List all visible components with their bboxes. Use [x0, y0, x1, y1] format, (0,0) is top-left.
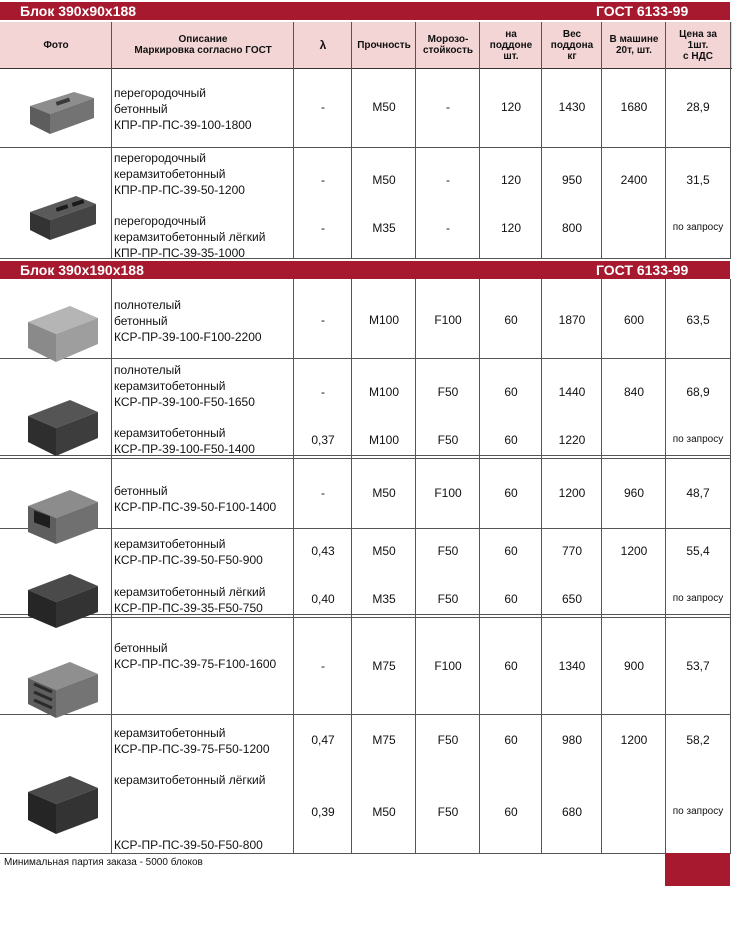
- cell-pallet: 60: [504, 592, 518, 606]
- cell-truck: 960: [623, 486, 645, 500]
- cell-truck: 1200: [620, 733, 648, 747]
- cell-frost: F100: [434, 486, 462, 500]
- cell-frost: -: [446, 221, 450, 235]
- row-description: бетонный КСР-ПР-ПС-39-50-F100-1400: [114, 484, 277, 514]
- header-frost: Морозо- стойкость: [422, 34, 474, 56]
- cell-truck: 1680: [620, 100, 648, 114]
- cell-strength: М50: [372, 486, 396, 500]
- cell-pallet: 60: [504, 385, 518, 399]
- cell-frost: -: [446, 100, 450, 114]
- cell-price: по запросу: [672, 806, 724, 817]
- block-slotted-image: [22, 654, 106, 722]
- section-gost: ГОСТ 6133-99: [596, 3, 689, 19]
- cell-strength: М100: [368, 313, 400, 327]
- cell-price: по запросу: [672, 434, 724, 445]
- cell-frost: F50: [437, 385, 459, 399]
- header-pallet: на поддоне шт.: [489, 28, 533, 62]
- cell-price: 58,2: [686, 733, 710, 747]
- section-gost: ГОСТ 6133-99: [596, 262, 689, 278]
- cell-frost: F50: [437, 805, 459, 819]
- cell-pallet: 60: [504, 805, 518, 819]
- cell-weight: 1430: [558, 100, 586, 114]
- cell-lambda: -: [321, 221, 325, 235]
- cell-price: 55,4: [686, 544, 710, 558]
- cell-weight: 650: [561, 592, 583, 606]
- section-title: Блок 390х190х188: [20, 262, 144, 278]
- section-band: [0, 261, 730, 279]
- cell-pallet: 120: [500, 100, 522, 114]
- block-thin-dark-image: [22, 178, 102, 240]
- cell-strength: М75: [372, 659, 396, 673]
- cell-pallet: 60: [504, 733, 518, 747]
- row-description: полнотелый керамзитобетонный КСР-ПР-39-100-F50-1650: [114, 363, 255, 409]
- cell-weight: 800: [561, 221, 583, 235]
- cell-pallet: 60: [504, 433, 518, 447]
- cell-strength: М50: [372, 100, 396, 114]
- row-description: перегородочный бетонный КПР-ПР-ПС-39-100-1800: [114, 86, 252, 132]
- cell-lambda: 0,43: [311, 544, 335, 558]
- cell-truck: 600: [623, 313, 645, 327]
- last-code: КСР-ПР-ПС-39-50-F50-800: [114, 838, 263, 852]
- block-solid-dark-image: [22, 390, 106, 458]
- cell-frost: F50: [437, 592, 459, 606]
- cell-lambda: 0,39: [311, 805, 335, 819]
- cell-pallet: 60: [504, 544, 518, 558]
- cell-strength: М35: [372, 592, 396, 606]
- cell-weight: 680: [561, 805, 583, 819]
- cell-weight: 980: [561, 733, 583, 747]
- cell-pallet: 60: [504, 486, 518, 500]
- cell-lambda: -: [321, 385, 325, 399]
- cell-pallet: 120: [500, 173, 522, 187]
- block-hollow-dark-image: [22, 566, 106, 632]
- cell-weight: 1220: [558, 433, 586, 447]
- cell-weight: 1340: [558, 659, 586, 673]
- row-description: керамзитобетонный КСР-ПР-39-100-F50-1400: [114, 426, 255, 456]
- cell-pallet: 120: [500, 221, 522, 235]
- cell-price: 28,9: [686, 100, 710, 114]
- cell-price: 63,5: [686, 313, 710, 327]
- cell-truck: 840: [623, 385, 645, 399]
- cell-price: по запросу: [672, 593, 724, 604]
- accent-box: [665, 853, 730, 886]
- cell-lambda: -: [321, 313, 325, 327]
- cell-frost: F50: [437, 733, 459, 747]
- cell-lambda: 0,40: [311, 592, 335, 606]
- cell-frost: F100: [434, 313, 462, 327]
- cell-lambda: -: [321, 173, 325, 187]
- cell-weight: 1200: [558, 486, 586, 500]
- row-description: бетонный КСР-ПР-ПС-39-75-F100-1600: [114, 641, 277, 671]
- cell-strength: М35: [372, 221, 396, 235]
- row-description: керамзитобетонный КСР-ПР-ПС-39-75-F50-1200: [114, 726, 270, 756]
- cell-price: 53,7: [686, 659, 710, 673]
- header-weight: Вес поддона кг: [550, 28, 594, 62]
- header-lambda: λ: [319, 37, 327, 52]
- cell-strength: М50: [372, 544, 396, 558]
- row-description: перегородочный керамзитобетонный КПР-ПР-ПС-39-50-1200: [114, 151, 245, 197]
- cell-pallet: 60: [504, 659, 518, 673]
- header-price: Цена за 1шт. с НДС: [679, 28, 717, 62]
- cell-weight: 1440: [558, 385, 586, 399]
- cell-price: 68,9: [686, 385, 710, 399]
- section-band: [0, 2, 730, 20]
- cell-strength: М50: [372, 173, 396, 187]
- cell-price: 31,5: [686, 173, 710, 187]
- row-description: керамзитобетонный лёгкий: [114, 773, 266, 787]
- cell-price: 48,7: [686, 486, 710, 500]
- cell-truck: 900: [623, 659, 645, 673]
- block-slotted-dark-image: [22, 768, 106, 838]
- header-photo: Фото: [43, 39, 69, 51]
- header-truck: В машине 20т, шт.: [609, 34, 659, 56]
- header-desc: Описание Маркировка согласно ГОСТ: [134, 34, 272, 56]
- cell-weight: 950: [561, 173, 583, 187]
- block-hollow-image: [22, 482, 106, 548]
- cell-frost: F50: [437, 433, 459, 447]
- row-description: перегородочный керамзитобетонный лёгкий КПР-ПР-ПС-39-35-1000: [114, 214, 266, 260]
- header-strength: Прочность: [357, 39, 411, 51]
- row-description: керамзитобетонный лёгкий КСР-ПР-ПС-39-35-F50-750: [114, 585, 266, 615]
- cell-frost: F50: [437, 544, 459, 558]
- cell-truck: 1200: [620, 544, 648, 558]
- cell-strength: М100: [368, 385, 400, 399]
- footnote: Минимальная партия заказа - 5000 блоков: [4, 857, 203, 868]
- cell-truck: 2400: [620, 173, 648, 187]
- cell-frost: F100: [434, 659, 462, 673]
- cell-strength: М75: [372, 733, 396, 747]
- cell-price: по запросу: [672, 222, 724, 233]
- block-thin-image: [22, 78, 102, 138]
- cell-lambda: -: [321, 659, 325, 673]
- cell-lambda: 0,47: [311, 733, 335, 747]
- block-solid-image: [22, 292, 106, 364]
- cell-lambda: -: [321, 486, 325, 500]
- cell-pallet: 60: [504, 313, 518, 327]
- cell-strength: М100: [368, 433, 400, 447]
- cell-lambda: 0,37: [311, 433, 335, 447]
- cell-strength: М50: [372, 805, 396, 819]
- cell-weight: 770: [561, 544, 583, 558]
- cell-weight: 1870: [558, 313, 586, 327]
- row-description: керамзитобетонный КСР-ПР-ПС-39-50-F50-900: [114, 537, 263, 567]
- section-title: Блок 390х90х188: [20, 3, 137, 19]
- cell-frost: -: [446, 173, 450, 187]
- cell-lambda: -: [321, 100, 325, 114]
- row-description: полнотелый бетонный КСР-ПР-39-100-F100-2200: [114, 298, 262, 344]
